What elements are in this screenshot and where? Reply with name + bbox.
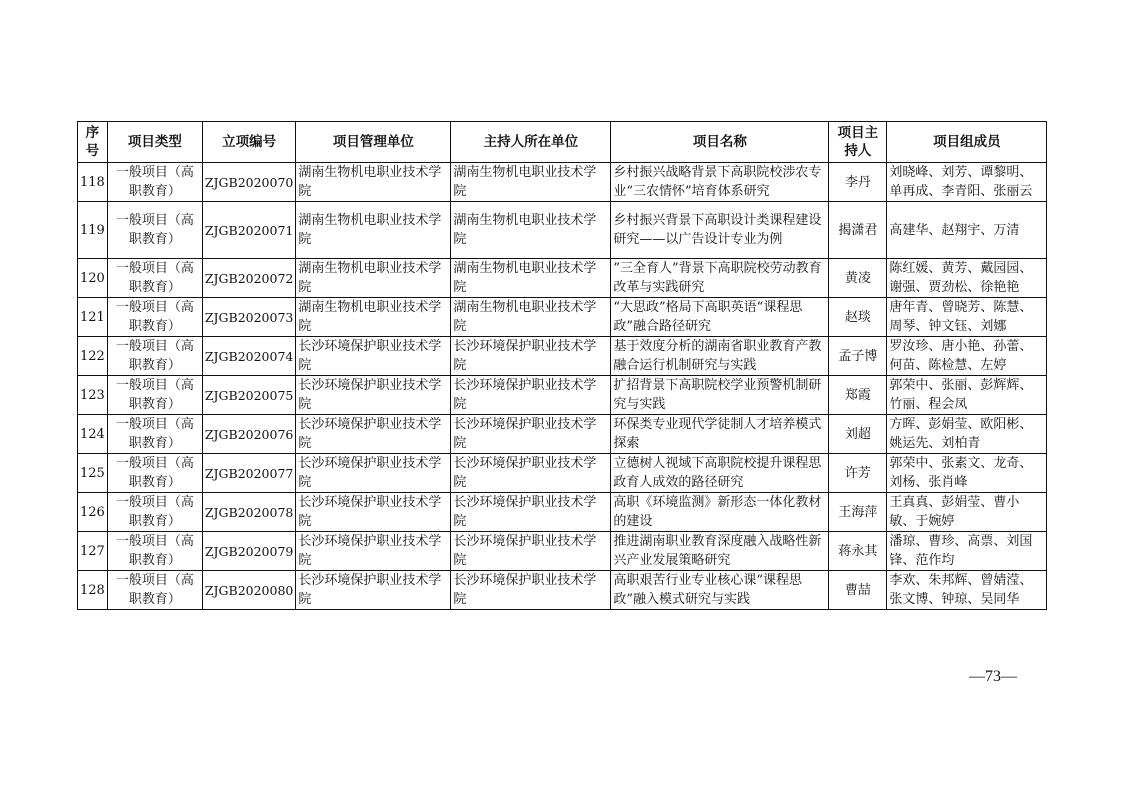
project-members-cell: 唐年青、曾晓芳、陈慧、周琴、钟文钰、刘娜 [887, 298, 1047, 337]
host-unit-cell: 长沙环境保护职业技术学院 [451, 415, 611, 454]
header-leader: 项目主持人 [829, 122, 887, 163]
host-unit-cell: 长沙环境保护职业技术学院 [451, 337, 611, 376]
project-type-cell: 一般项目（高职教育） [107, 571, 202, 610]
header-type: 项目类型 [107, 122, 202, 163]
header-name: 项目名称 [611, 122, 829, 163]
project-name-cell: “大思政”格局下高职英语“课程思政”融合路径研究 [611, 298, 829, 337]
table-row [78, 415, 1047, 454]
project-leader-cell: 王海萍 [829, 493, 887, 532]
host-unit-cell: 长沙环境保护职业技术学院 [451, 571, 611, 610]
project-members-cell: 陈红媛、黄芳、戴园园、谢强、贾劲松、徐艳艳 [887, 259, 1047, 298]
host-unit-cell: 湖南生物机电职业技术学院 [451, 202, 611, 259]
project-name-cell: 基于效度分析的湖南省职业教育产教融合运行机制研究与实践 [611, 337, 829, 376]
project-code-cell: ZJGB2020070 [202, 163, 296, 202]
row-number-cell: 123 [78, 376, 108, 415]
project-code-cell: ZJGB2020074 [202, 337, 296, 376]
project-name-cell: 乡村振兴战略背景下高职院校涉农专业“三农情怀”培育体系研究 [611, 163, 829, 202]
table-row [78, 493, 1047, 532]
row-number-cell: 120 [78, 259, 108, 298]
host-unit-cell: 湖南生物机电职业技术学院 [451, 259, 611, 298]
row-number-cell: 121 [78, 298, 108, 337]
row-number-cell: 122 [78, 337, 108, 376]
header-no: 序号 [78, 122, 108, 163]
table-row [78, 376, 1047, 415]
project-leader-cell: 曹喆 [829, 571, 887, 610]
project-code-cell: ZJGB2020079 [202, 532, 296, 571]
management-unit-cell: 湖南生物机电职业技术学院 [296, 163, 451, 202]
project-type-cell: 一般项目（高职教育） [107, 202, 202, 259]
project-leader-cell: 刘超 [829, 415, 887, 454]
row-number-cell: 128 [78, 571, 108, 610]
project-name-cell: 推进湖南职业教育深度融入战略性新兴产业发展策略研究 [611, 532, 829, 571]
project-members-cell: 郭荣中、张丽、彭辉辉、竹丽、程会凤 [887, 376, 1047, 415]
host-unit-cell: 长沙环境保护职业技术学院 [451, 454, 611, 493]
project-code-cell: ZJGB2020076 [202, 415, 296, 454]
management-unit-cell: 长沙环境保护职业技术学院 [296, 337, 451, 376]
project-members-cell: 刘晓峰、刘芳、谭黎明、单再成、李青阳、张丽云 [887, 163, 1047, 202]
host-unit-cell: 长沙环境保护职业技术学院 [451, 532, 611, 571]
table-row [78, 337, 1047, 376]
project-code-cell: ZJGB2020080 [202, 571, 296, 610]
project-members-cell: 郭荣中、张素文、龙奇、刘杨、张肖峰 [887, 454, 1047, 493]
table-row [78, 259, 1047, 298]
table-row [78, 571, 1047, 610]
management-unit-cell: 长沙环境保护职业技术学院 [296, 454, 451, 493]
management-unit-cell: 长沙环境保护职业技术学院 [296, 415, 451, 454]
management-unit-cell: 长沙环境保护职业技术学院 [296, 571, 451, 610]
project-leader-cell: 揭潇君 [829, 202, 887, 259]
project-code-cell: ZJGB2020077 [202, 454, 296, 493]
header-code: 立项编号 [202, 122, 296, 163]
project-name-cell: ”三全育人”背景下高职院校劳动教育改革与实践研究 [611, 259, 829, 298]
project-type-cell: 一般项目（高职教育） [107, 532, 202, 571]
project-name-cell: 乡村振兴背景下高职设计类课程建设研究——以广告设计专业为例 [611, 202, 829, 259]
project-leader-cell: 蒋永其 [829, 532, 887, 571]
table-row [78, 454, 1047, 493]
table-row [78, 298, 1047, 337]
project-name-cell: 高职《环境监测》新形态一体化教材的建设 [611, 493, 829, 532]
project-type-cell: 一般项目（高职教育） [107, 454, 202, 493]
project-type-cell: 一般项目（高职教育） [107, 298, 202, 337]
project-type-cell: 一般项目（高职教育） [107, 259, 202, 298]
management-unit-cell: 长沙环境保护职业技术学院 [296, 532, 451, 571]
management-unit-cell: 长沙环境保护职业技术学院 [296, 376, 451, 415]
host-unit-cell: 湖南生物机电职业技术学院 [451, 298, 611, 337]
row-number-cell: 126 [78, 493, 108, 532]
project-leader-cell: 郑霞 [829, 376, 887, 415]
project-leader-cell: 许芳 [829, 454, 887, 493]
header-members: 项目组成员 [887, 122, 1047, 163]
project-members-cell: 高建华、赵翔宇、万清 [887, 202, 1047, 259]
project-name-cell: 环保类专业现代学徒制人才培养模式探索 [611, 415, 829, 454]
table-header-row [78, 122, 1047, 163]
header-unit: 项目管理单位 [296, 122, 451, 163]
row-number-cell: 118 [78, 163, 108, 202]
table-row [78, 202, 1047, 259]
host-unit-cell: 长沙环境保护职业技术学院 [451, 376, 611, 415]
project-members-cell: 王真真、彭娟莹、曹小敏、于婉婷 [887, 493, 1047, 532]
project-table [77, 121, 1047, 610]
project-name-cell: 立德树人视域下高职院校提升课程思政育人成效的路径研究 [611, 454, 829, 493]
project-code-cell: ZJGB2020072 [202, 259, 296, 298]
project-type-cell: 一般项目（高职教育） [107, 163, 202, 202]
project-members-cell: 潘琼、曹珍、高票、刘国锋、范作均 [887, 532, 1047, 571]
project-type-cell: 一般项目（高职教育） [107, 493, 202, 532]
project-code-cell: ZJGB2020075 [202, 376, 296, 415]
table-row [78, 532, 1047, 571]
page-number: —73— [969, 668, 1017, 685]
project-type-cell: 一般项目（高职教育） [107, 376, 202, 415]
host-unit-cell: 长沙环境保护职业技术学院 [451, 493, 611, 532]
host-unit-cell: 湖南生物机电职业技术学院 [451, 163, 611, 202]
table-row [78, 163, 1047, 202]
row-number-cell: 119 [78, 202, 108, 259]
management-unit-cell: 湖南生物机电职业技术学院 [296, 259, 451, 298]
project-members-cell: 李欢、朱邦辉、曾婧滢、张文博、钟琼、吴同华 [887, 571, 1047, 610]
management-unit-cell: 长沙环境保护职业技术学院 [296, 493, 451, 532]
project-members-cell: 方晖、彭娟莹、欧阳彬、姚运先、刘柏青 [887, 415, 1047, 454]
management-unit-cell: 湖南生物机电职业技术学院 [296, 202, 451, 259]
header-host: 主持人所在单位 [451, 122, 611, 163]
project-code-cell: ZJGB2020078 [202, 493, 296, 532]
row-number-cell: 124 [78, 415, 108, 454]
project-name-cell: 扩招背景下高职院校学业预警机制研究与实践 [611, 376, 829, 415]
project-leader-cell: 黄凌 [829, 259, 887, 298]
project-leader-cell: 赵琰 [829, 298, 887, 337]
project-type-cell: 一般项目（高职教育） [107, 415, 202, 454]
project-name-cell: 高职艰苦行业专业核心课“课程思政”融入模式研究与实践 [611, 571, 829, 610]
project-members-cell: 罗汝珍、唐小艳、孙蕾、何苗、陈检慧、左婷 [887, 337, 1047, 376]
row-number-cell: 125 [78, 454, 108, 493]
project-leader-cell: 孟子博 [829, 337, 887, 376]
project-code-cell: ZJGB2020073 [202, 298, 296, 337]
project-leader-cell: 李丹 [829, 163, 887, 202]
row-number-cell: 127 [78, 532, 108, 571]
management-unit-cell: 湖南生物机电职业技术学院 [296, 298, 451, 337]
project-type-cell: 一般项目（高职教育） [107, 337, 202, 376]
project-code-cell: ZJGB2020071 [202, 202, 296, 259]
